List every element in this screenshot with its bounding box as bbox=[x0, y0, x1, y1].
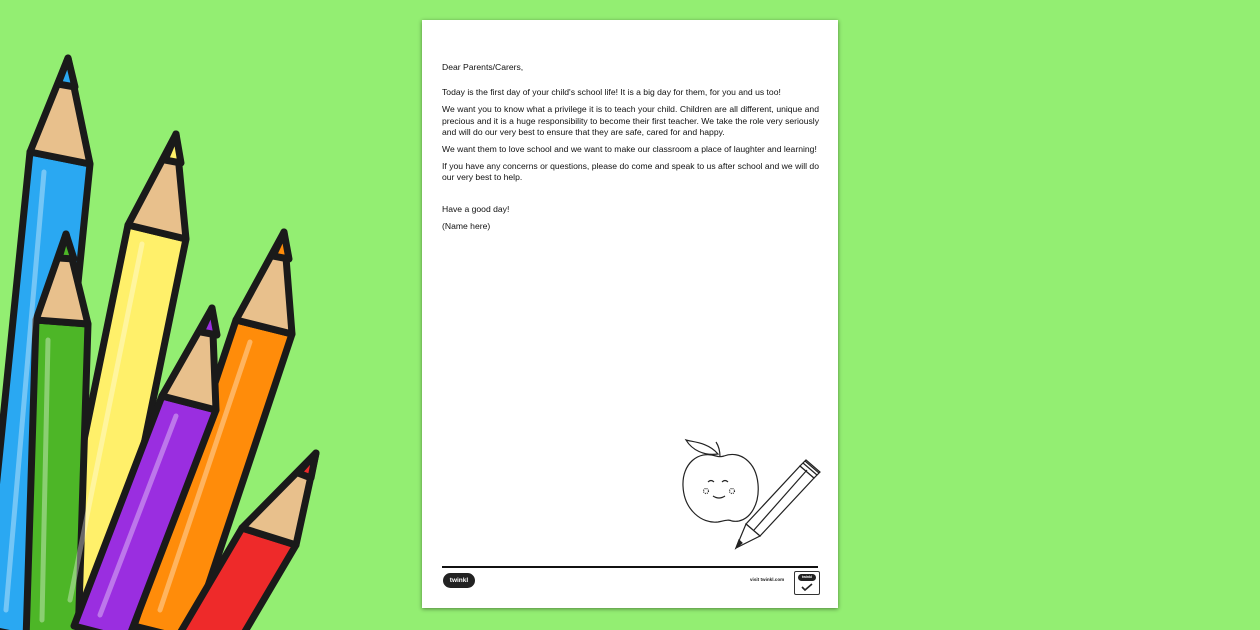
footer-divider bbox=[442, 566, 818, 568]
visit-website-text: visit twinkl.com bbox=[750, 577, 785, 582]
apple-icon bbox=[683, 440, 758, 522]
closing-line: Have a good day! bbox=[442, 203, 510, 214]
letter-paragraph-1: Today is the first day of your child's school life! It is a big day for them, for you and us too! bbox=[442, 87, 781, 98]
letter-body bbox=[442, 62, 819, 238]
letter-page bbox=[422, 20, 838, 608]
letter-paragraph-4: If you have any concerns or questions, please do come and speak to us after school and we will do our very best to help. bbox=[442, 161, 819, 183]
salutation: Dear Parents/Carers, bbox=[442, 62, 524, 72]
badge-logo: twinkl bbox=[798, 574, 816, 581]
coloured-pencils-illustration bbox=[0, 0, 340, 630]
letter-paragraph-3: We want them to love school and we want to make our classroom a place of laughter and learning! bbox=[442, 144, 817, 155]
twinkl-logo: twinkl bbox=[443, 573, 475, 588]
checkmark-icon bbox=[799, 583, 815, 592]
twinkl-checked-badge bbox=[794, 571, 820, 595]
pencil-icon bbox=[736, 460, 820, 548]
letter-paragraph-2: We want you to know what a privilege it is to teach your child. Children are all different, unique and precious and it is a huge responsibility to become their first teacher. We take the role very seriously and will do our very best to ensure that they are safe, cared for and happy. bbox=[442, 104, 819, 137]
signature-placeholder: (Name here) bbox=[442, 220, 491, 231]
apple-pencil-illustration bbox=[678, 436, 822, 554]
